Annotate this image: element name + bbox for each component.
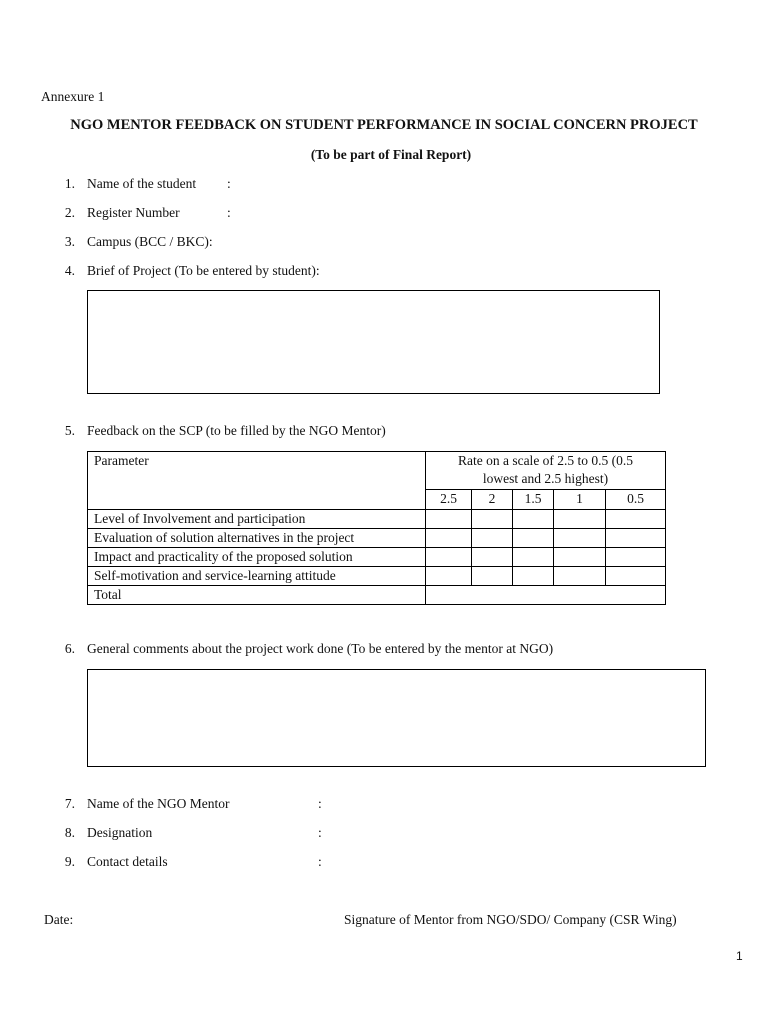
item-label: Name of the student [87, 176, 197, 191]
feedback-table [87, 451, 666, 605]
table-row [88, 510, 666, 529]
rate-header: Rate on a scale of 2.5 to 0.5 (0.5 lowest and 2.5 highest) [426, 452, 666, 490]
rating-cell[interactable] [513, 510, 554, 529]
rating-cell[interactable] [472, 510, 513, 529]
table-row [88, 567, 666, 586]
date-label: Date: [44, 912, 74, 927]
page-title: NGO MENTOR FEEDBACK ON STUDENT PERFORMANCE IN SOCIAL CONCERN PROJECT [70, 117, 698, 133]
rating-cell[interactable] [426, 510, 472, 529]
item-label: Feedback on the SCP (to be filled by the NGO Mentor) [87, 423, 386, 438]
item-label: Designation [87, 825, 153, 840]
rating-cell[interactable] [554, 567, 606, 586]
parameter-label: Self-motivation and service-learning attitude [88, 567, 426, 586]
total-cell[interactable] [426, 586, 666, 605]
scale-value: 2 [472, 490, 513, 510]
item-label: Brief of Project (To be entered by student): [87, 263, 320, 278]
total-label: Total [88, 586, 426, 605]
item-number: 2. [64, 205, 75, 220]
parameter-label: Evaluation of solution alternatives in the project [88, 529, 426, 548]
rating-cell[interactable] [513, 529, 554, 548]
item-number: 1. [64, 176, 75, 191]
rating-cell[interactable] [606, 567, 666, 586]
item-label: Campus (BCC / BKC): [87, 234, 213, 249]
parameter-label: Level of Involvement and participation [88, 510, 426, 529]
rating-cell[interactable] [426, 567, 472, 586]
rating-cell[interactable] [513, 567, 554, 586]
rating-cell[interactable] [554, 529, 606, 548]
table-row [88, 548, 666, 567]
item-colon: : [318, 796, 322, 811]
annexure-label: Annexure 1 [41, 89, 105, 104]
table-header-row [88, 452, 666, 490]
rating-cell[interactable] [426, 548, 472, 567]
item-number: 9. [64, 854, 75, 869]
item-colon: : [318, 854, 322, 869]
signature-label: Signature of Mentor from NGO/SDO/ Company (CSR Wing) [344, 912, 677, 927]
page-subtitle: (To be part of Final Report) [310, 147, 472, 162]
rating-cell[interactable] [513, 548, 554, 567]
item-number: 5. [64, 423, 75, 438]
item-colon: : [227, 205, 231, 220]
project-brief-box[interactable] [87, 290, 660, 394]
parameter-header: Parameter [88, 452, 426, 510]
item-number: 3. [64, 234, 75, 249]
scale-value: 0.5 [606, 490, 666, 510]
rating-cell[interactable] [606, 548, 666, 567]
rating-cell[interactable] [554, 548, 606, 567]
rating-cell[interactable] [554, 510, 606, 529]
scale-value: 1.5 [513, 490, 554, 510]
rating-cell[interactable] [606, 510, 666, 529]
table-row [88, 529, 666, 548]
item-colon: : [227, 176, 231, 191]
rating-cell[interactable] [606, 529, 666, 548]
rating-cell[interactable] [472, 529, 513, 548]
item-label: Contact details [87, 854, 168, 869]
item-label: Register Number [87, 205, 180, 220]
page-number: 1 [736, 949, 743, 963]
item-label: Name of the NGO Mentor [87, 796, 230, 811]
item-number: 4. [64, 263, 75, 278]
total-row [88, 586, 666, 605]
item-number: 6. [64, 641, 75, 656]
item-number: 7. [64, 796, 75, 811]
scale-value: 2.5 [426, 490, 472, 510]
item-label: General comments about the project work done (To be entered by the mentor at NGO) [87, 641, 554, 656]
item-number: 8. [64, 825, 75, 840]
rating-cell[interactable] [426, 529, 472, 548]
scale-value: 1 [554, 490, 606, 510]
parameter-label: Impact and practicality of the proposed solution [88, 548, 426, 567]
rating-cell[interactable] [472, 548, 513, 567]
general-comments-box[interactable] [87, 669, 706, 767]
rating-cell[interactable] [472, 567, 513, 586]
item-colon: : [318, 825, 322, 840]
